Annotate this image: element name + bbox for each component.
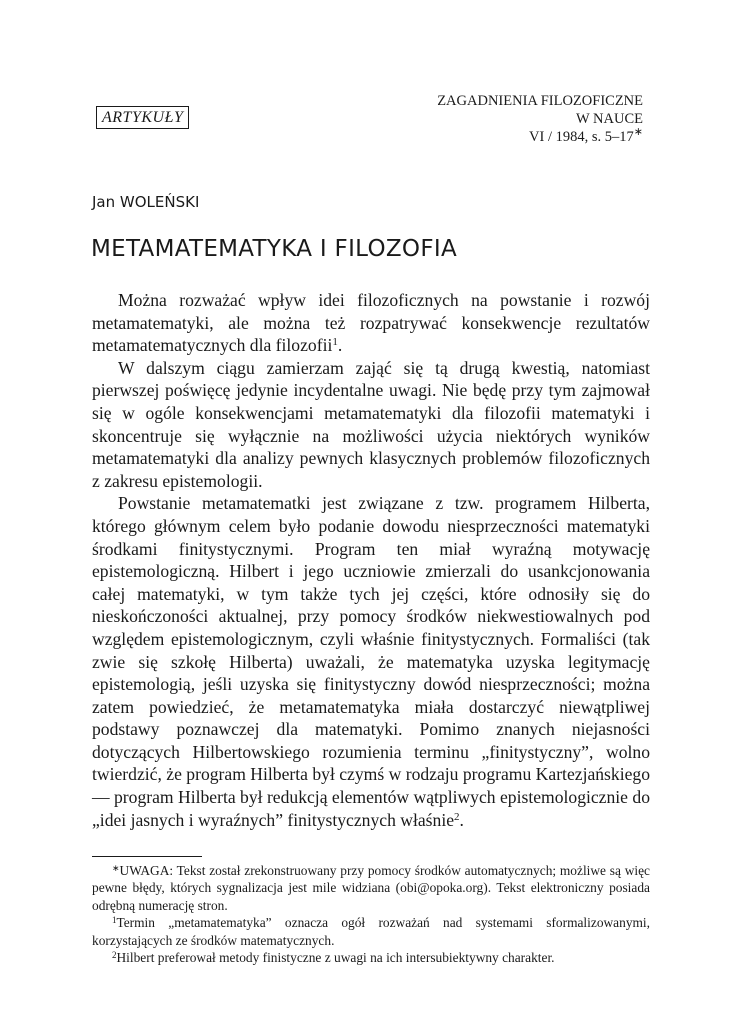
- footnote-note: [92, 862, 650, 914]
- body-paragraph-2: W dalszym ciągu zamierzam zająć się tą drugą kwestią, natomiast pierwszej poświęcę jedynie incydentalne uwagi. Nie będę przy tym zajmował się w ogóle konsekwencjami metamatematyki dla filozofii matematyki i skoncentruje się wyłącznie na możliwości użycia niektórych wyników metamatematyki dla analizy pewnych klasycznych problemów filozoficznych z zakresu epistemologii.: [92, 357, 650, 491]
- article-title: METAMATEMATYKA I FILOZOFIA: [91, 236, 457, 262]
- footnote-mark-2: 2: [112, 950, 117, 961]
- footnote-2: [92, 949, 650, 966]
- footnote-mark-1: 1: [112, 915, 117, 926]
- paragraph-3-tail: .: [459, 809, 464, 830]
- journal-info: [437, 92, 643, 146]
- footnote-ref-1: 1: [332, 336, 338, 349]
- journal-issue: VI / 1984, s. 5–17: [529, 129, 634, 145]
- footnote-mark-note: ∗: [112, 863, 120, 873]
- section-label: ARTYKUŁY: [102, 109, 184, 126]
- author-name: Jan WOLEŃSKI: [92, 193, 200, 211]
- footnote-text-2: Hilbert preferował metody finistyczne z uwagi na ich intersubiektywny charakter.: [116, 950, 555, 966]
- footnote-text-1: Termin „metamatematyka” oznacza ogół rozważań nad systemami sformalizowanymi, korzystających ze środków matematycznych.: [92, 915, 650, 948]
- paragraph-3-text: Powstanie metamatematki jest związane z tzw. programem Hilberta, którego głównym celem było podanie dowodu niesprzeczności matematyki środkami finitystycznymi. Program ten miał wyraźną motywację epistemologiczną. Hilbert i jego uczniowie zmierzali do usankcjonowania całej matematyki, w tym także tych jej części, które odnosiły się do nieskończoności aktualnej, przy pomocy środków niekwestiowalnych pod względem epistemologicznym, czyli właśnie finitystycznych. Formaliści (tak zwie się szkołę Hilberta) uważali, że matematyka uzyska legitymację epistemologią, jeśli uzyska się finitystyczny dowód niesprzeczności; można zatem powiedzieć, że metamatematyka miała dostarczyć niewątpliwej podstawy poznawczej dla matematyki. Pomimo znanych niejasności dotyczących Hilbertowskiego rozumienia terminu „finitystyczny”, wolno twierdzić, że program Hilberta był czymś w rodzaju programu Kartezjańskiego — program Hilberta był redukcją elementów wątpliwych epistemologicznie do „idei jasnych i wyraźnych” finitystycznych właśnie: [92, 493, 650, 830]
- paragraph-1-tail: .: [337, 335, 343, 356]
- footnote-text-note: UWAGA: Tekst został zrekonstruowany przy pomocy środków automatycznych; możliwe są więc pewne błędy, których sygnalizacja jest mile widziana (obi@opoka.org). Tekst elektroniczny posiada odrębną numerację stron.: [92, 863, 650, 913]
- journal-name-line-2: W NAUCE: [576, 111, 643, 127]
- footnote-divider: [92, 856, 202, 857]
- journal-issue-line: [437, 128, 643, 146]
- journal-note-mark: ∗: [633, 126, 643, 138]
- body-paragraph-3: [92, 492, 650, 831]
- footnotes: [92, 862, 650, 966]
- journal-name-line-1: ZAGADNIENIA FILOZOFICZNE: [437, 93, 643, 109]
- section-label-box: [96, 106, 189, 129]
- footnote-ref-2: 2: [454, 810, 460, 823]
- footnote-1: [92, 914, 650, 949]
- body-paragraph-1: [92, 289, 650, 357]
- paragraph-1-text: Można rozważać wpływ idei filozoficznych na powstanie i rozwój metamatematyki, ale można też rozpatrywać konsekwencje rezultatów metamatematycznych dla filozofii: [92, 290, 650, 356]
- article-body: [92, 289, 650, 831]
